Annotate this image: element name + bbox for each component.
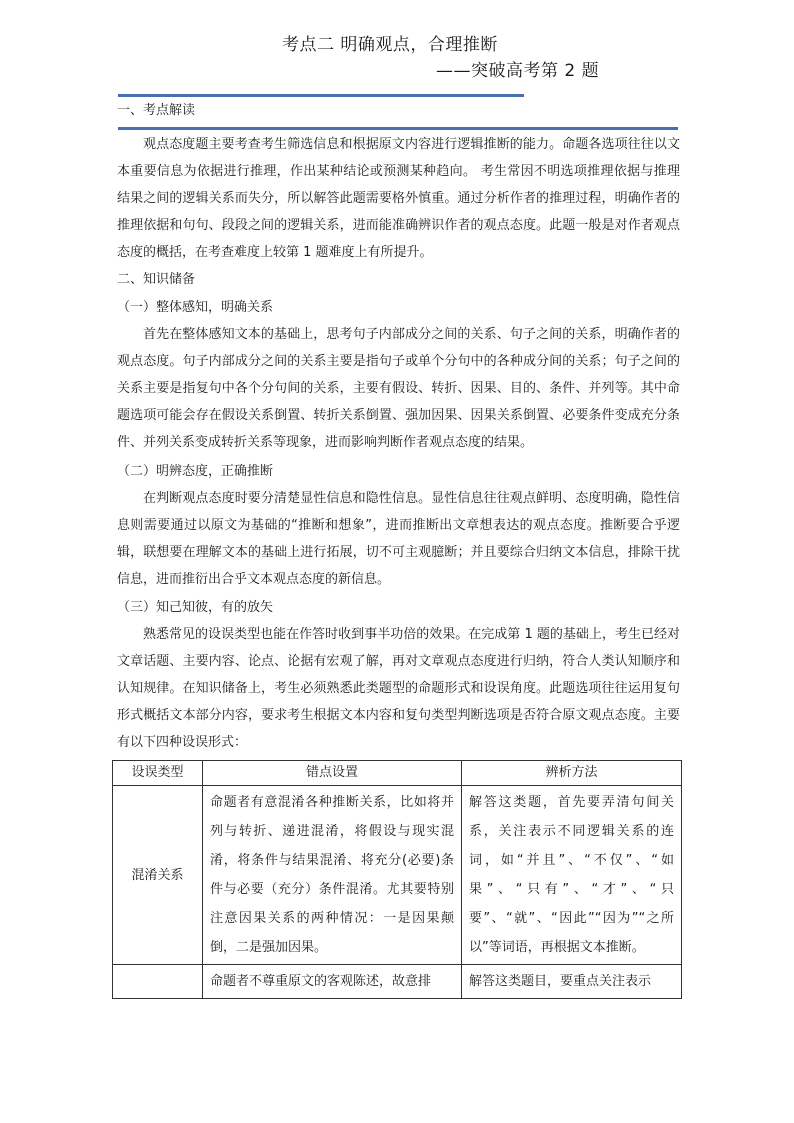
section-divider [118, 127, 678, 130]
section-heading-2: 二、知识储备 [117, 272, 196, 287]
subheading-2: （二）明辨态度，正确推断 [117, 464, 274, 479]
subsection-2-paragraph: 在判断观点态度时要分清楚显性信息和隐性信息。显性信息往往观点鲜明、态度明确，隐性信息则需要通过以原文为基础的“推断和想象”，进而推断出文章想表达的观点态度。推断要合乎逻辑，联想要在理解文本的基础上进行拓展，切不可主观臆断；并且要综合归纳文本信息，排除干扰信息，进而推衍出合乎文本观点态度的新信息。 [117, 491, 680, 587]
section-heading-1: 一、考点解读 [117, 103, 196, 118]
table-header-cell: 设误类型 [113, 761, 203, 786]
table-row [113, 965, 682, 999]
table-cell-setting: 命题者有意混淆各种推断关系，比如将并列与转折、递进混淆，将假设与现实混淆，将条件与结果混淆、将充分(必要)条件与必要（充分）条件混淆。尤其要特别注意因果关系的两种情况：一是因果颠倒，二是强加因果。 [203, 786, 462, 965]
page-subtitle: ——突破高考第 2 题 [436, 61, 600, 81]
table-header-row [113, 761, 682, 786]
table-cell-type [113, 965, 203, 999]
subsection-3-paragraph: 熟悉常见的设误类型也能在作答时收到事半功倍的效果。在完成第 1 题的基础上，考生已经对文章话题、主要内容、论点、论据有宏观了解，再对文章观点态度进行归纳，符合人类认知顺序和认知规律。在知识储备上，考生必须熟悉此类题型的命题形式和设误角度。此题选项往往运用复句形式概括文本部分内容，要求考生根据文本内容和复句类型判断选项是否符合原文观点态度。主要有以下四种设误形式： [117, 627, 680, 750]
subsection-1-paragraph: 首先在整体感知文本的基础上，思考句子内部成分之间的关系、句子之间的关系，明确作者的观点态度。句子内部成分之间的关系主要是指句子或单个分句中的各种成分间的关系；句子之间的关系主要是指复句中各个分句间的关系，主要有假设、转折、因果、目的、条件、并列等。其中命题选项可能会存在假设关系倒置、转折关系倒置、强加因果、因果关系倒置、必要条件变成充分条件、并列关系变成转折关系等现象，进而影响判断作者观点态度的结果。 [117, 327, 680, 450]
table-row [113, 786, 682, 965]
subheading-3: （三）知己知彼，有的放矢 [117, 600, 274, 615]
table-cell-method: 解答这类题目，要重点关注表示 [462, 965, 682, 999]
subheading-1: （一）整体感知，明确关系 [117, 300, 274, 315]
table-cell-method: 解答这类题，首先要弄清句间关系，关注表示不同逻辑关系的连词，如“并且”、“不仅”、“如果”、“只有”、“才”、“只要”、“就”、“因此”“因为”“之所以”等词语，再根据文本推断。 [462, 786, 682, 965]
table-header-cell: 错点设置 [203, 761, 462, 786]
error-types-table [112, 760, 682, 999]
section-1-paragraph: 观点态度题主要考查考生筛选信息和根据原文内容进行逻辑推断的能力。命题各选项往往以文本重要信息为依据进行推理，作出某种结论或预测某种趋向。 考生常因不明选项推理依据与推理结果之间的逻辑关系而失分，所以解答此题需要格外慎重。通过分析作者的推理过程，明确作者的推理依据和句句、段段之间的逻辑关系，进而能准确辨识作者的观点态度。此题一般是对作者观点态度的概括，在考查难度上较第 1 题难度上有所提升。 [117, 137, 680, 260]
title-divider [118, 94, 524, 97]
table-cell-setting: 命题者不尊重原文的客观陈述，故意排 [203, 965, 462, 999]
page-title: 考点二 明确观点，合理推断 [282, 35, 498, 55]
table-header-cell: 辨析方法 [462, 761, 682, 786]
table-cell-type: 混淆关系 [113, 786, 203, 965]
